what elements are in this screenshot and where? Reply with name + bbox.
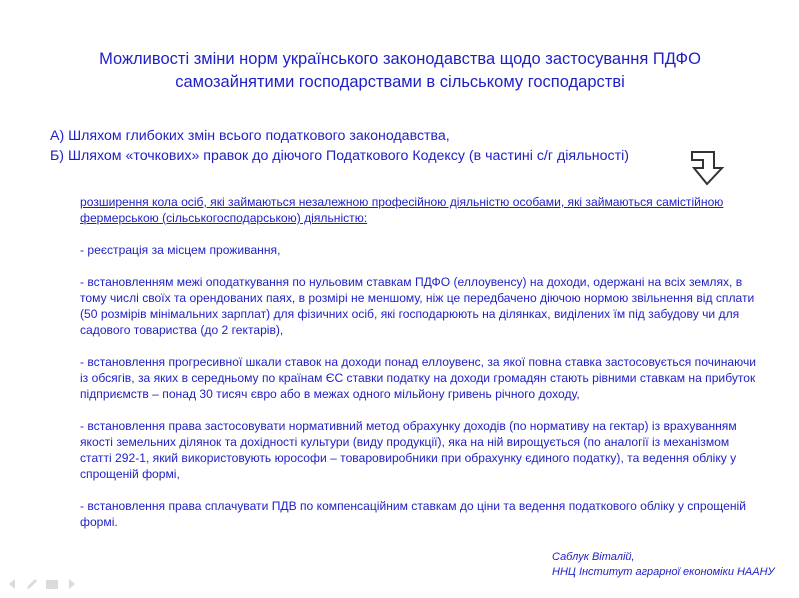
proposal-item: - реєстрація за місцем проживання, <box>80 243 281 257</box>
slide-menu-icon[interactable] <box>44 576 60 592</box>
proposals-intro: розширення кола осіб, які займаються незалежною професійною діяльністю особами, які займаються самістійною фермерською (сільськогосподарською) діяльністю: <box>80 195 724 225</box>
slide-title <box>40 48 760 94</box>
pen-icon[interactable] <box>24 576 40 592</box>
bent-arrow-down-icon <box>690 148 728 188</box>
proposal-item: - встановлення права застосовувати нормативний метод обрахунку доходів (по нормативу на гектар) із врахуванням якості земельних ділянок та дохідності культури (виду продукції), яка на ній вирощується (по аналогії із механізмом статті 292-1, який використовують юрософи – товаровиробники при обрахунку єдиного податку), та ведення обліку у спрощеній формі, <box>80 419 737 481</box>
proposals-body <box>80 194 760 546</box>
previous-arrow-icon[interactable] <box>4 576 20 592</box>
proposal-item: - встановленням межі оподаткування по нульовим ставкам ПДФО (еллоувенсу) на доходи, одержані на всіх землях, в тому числі своїх та орендованих паях, в розмірі не меншому, ніж це передбачено діючою нормою звільнення від сплати (50 розмірів мінімальних зарплат) для фізичних осіб, які господарюють на ділянках, виділених їм під забудову чи для садового товариства (до 2 гектарів), <box>80 275 755 337</box>
author-name: Саблук Віталій, <box>552 551 635 563</box>
author-organization: ННЦ Інститут аграрної економіки НААНУ <box>552 565 775 578</box>
title-line-2: самозайнятими господарствами в сільському господарстві <box>175 73 625 91</box>
title-line-1: Можливості зміни норм українського законодавства щодо застосування ПДФО <box>99 50 701 68</box>
proposal-item: - встановлення права сплачувати ПДВ по компенсаційним ставкам до ціни та ведення податкового обліку у спрощеній формі. <box>80 499 746 529</box>
options-list <box>50 126 710 166</box>
option-b: Б) Шляхом «точкових» правок до діючого Податкового Кодексу (в частині с/г діяльності) <box>50 148 629 164</box>
option-a: А) Шляхом глибоких змін всього податкового законодавства, <box>50 128 450 144</box>
proposal-item: - встановлення прогресивної шкали ставок на доходи понад еллоувенс, за якої повна ставка застосовується починаючи із обсягів, за яких в середньому по країнам ЄС ставки податку на доходи громадян стають рівними ставкам на прибуток підприємств – понад 30 тисяч євро або в межах одного мільйону гривень річного доходу, <box>80 355 757 401</box>
slideshow-toolbar <box>4 574 80 594</box>
next-arrow-icon[interactable] <box>64 576 80 592</box>
author-signature <box>552 550 775 579</box>
